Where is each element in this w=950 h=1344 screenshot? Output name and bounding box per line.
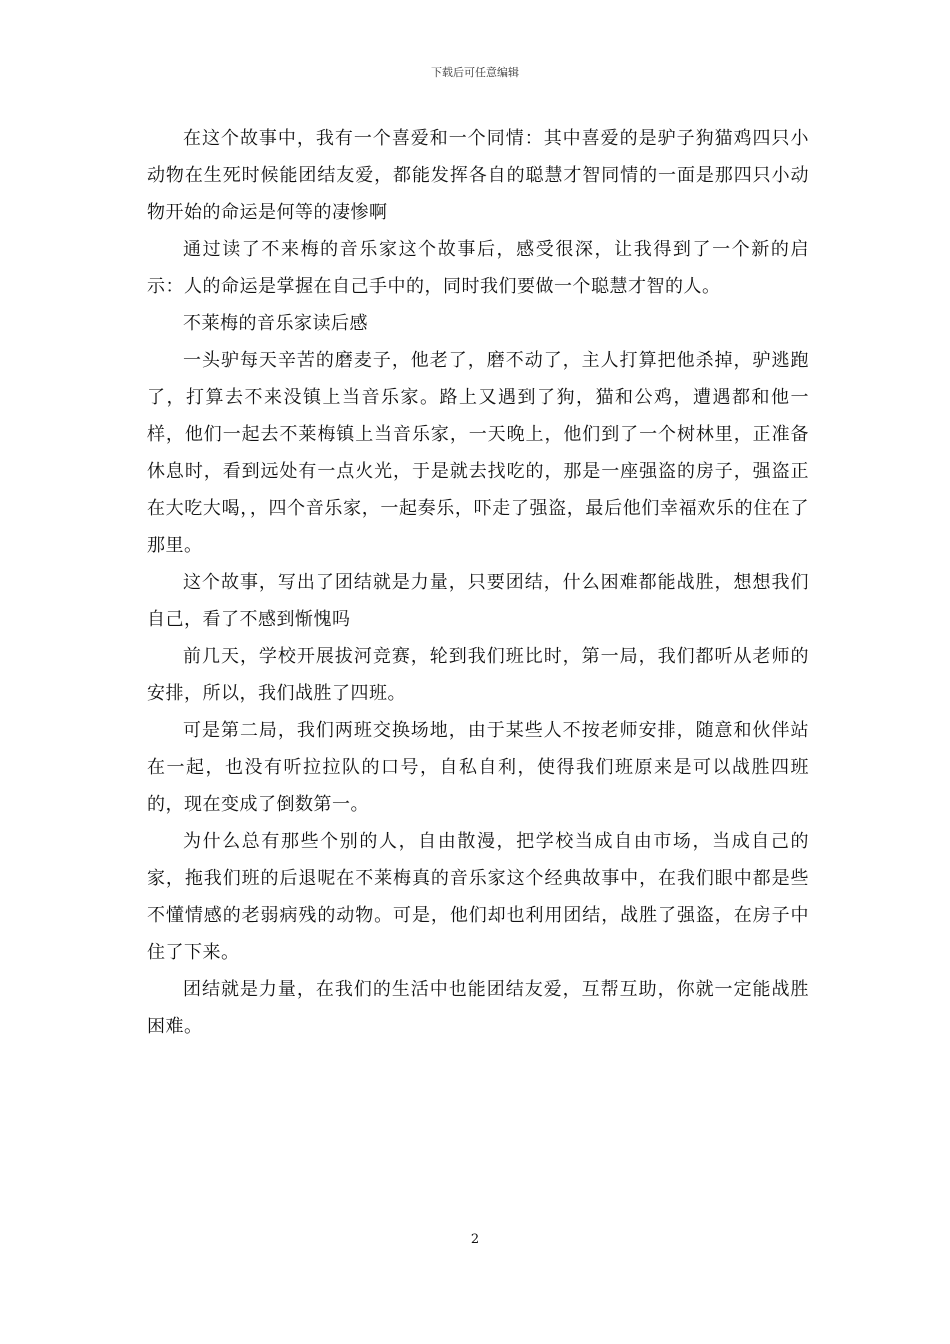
paragraph: 这个故事，写出了团结就是力量，只要团结，什么困难都能战胜，想想我们自己，看了不感到惭愧吗	[147, 572, 809, 630]
paragraph: 前几天，学校开展拔河竞赛，轮到我们班比时，第一局，我们都听从老师的安排，所以，我们战胜了四班。	[147, 646, 809, 704]
page-header: 下载后可任意编辑	[431, 66, 519, 79]
paragraph: 团结就是力量，在我们的生活中也能团结友爱，互帮互助，你就一定能战胜困难。	[147, 979, 809, 1037]
paragraph: 一头驴每天辛苦的磨麦子，他老了，磨不动了，主人打算把他杀掉，驴逃跑了，打算去不来没镇上当音乐家。路上又遇到了狗，猫和公鸡，遭遇都和他一样，他们一起去不莱梅镇上当音乐家，一天晚上，他们到了一个树林里，正准备休息时，看到远处有一点火光，于是就去找吃的，那是一座强盗的房子，强盗正在大吃大喝，，四个音乐家，一起奏乐，吓走了强盗，最后他们幸福欢乐的住在了那里。	[147, 350, 809, 556]
section-title: 不莱梅的音乐家读后感	[183, 313, 368, 334]
paragraph: 通过读了不来梅的音乐家这个故事后，感受很深，让我得到了一个新的启示：人的命运是掌握在自己手中的，同时我们要做一个聪慧才智的人。	[147, 239, 809, 297]
page-number: 2	[470, 1232, 480, 1247]
paragraph: 为什么总有那些个别的人，自由散漫，把学校当成自由市场，当成自己的家，拖我们班的后退呢在不莱梅真的音乐家这个经典故事中，在我们眼中都是些不懂情感的老弱病残的动物。可是，他们却也利用团结，战胜了强盗，在房子中住了下来。	[147, 831, 809, 963]
paragraph: 可是第二局，我们两班交换场地，由于某些人不按老师安排，随意和伙伴站在一起，也没有听拉拉队的口号，自私自利，使得我们班原来是可以战胜四班的，现在变成了倒数第一。	[147, 720, 809, 815]
document-body	[147, 120, 809, 1045]
paragraph: 在这个故事中，我有一个喜爱和一个同情：其中喜爱的是驴子狗猫鸡四只小动物在生死时候能团结友爱，都能发挥各自的聪慧才智同情的一面是那四只小动物开始的命运是何等的凄惨啊	[147, 128, 809, 223]
